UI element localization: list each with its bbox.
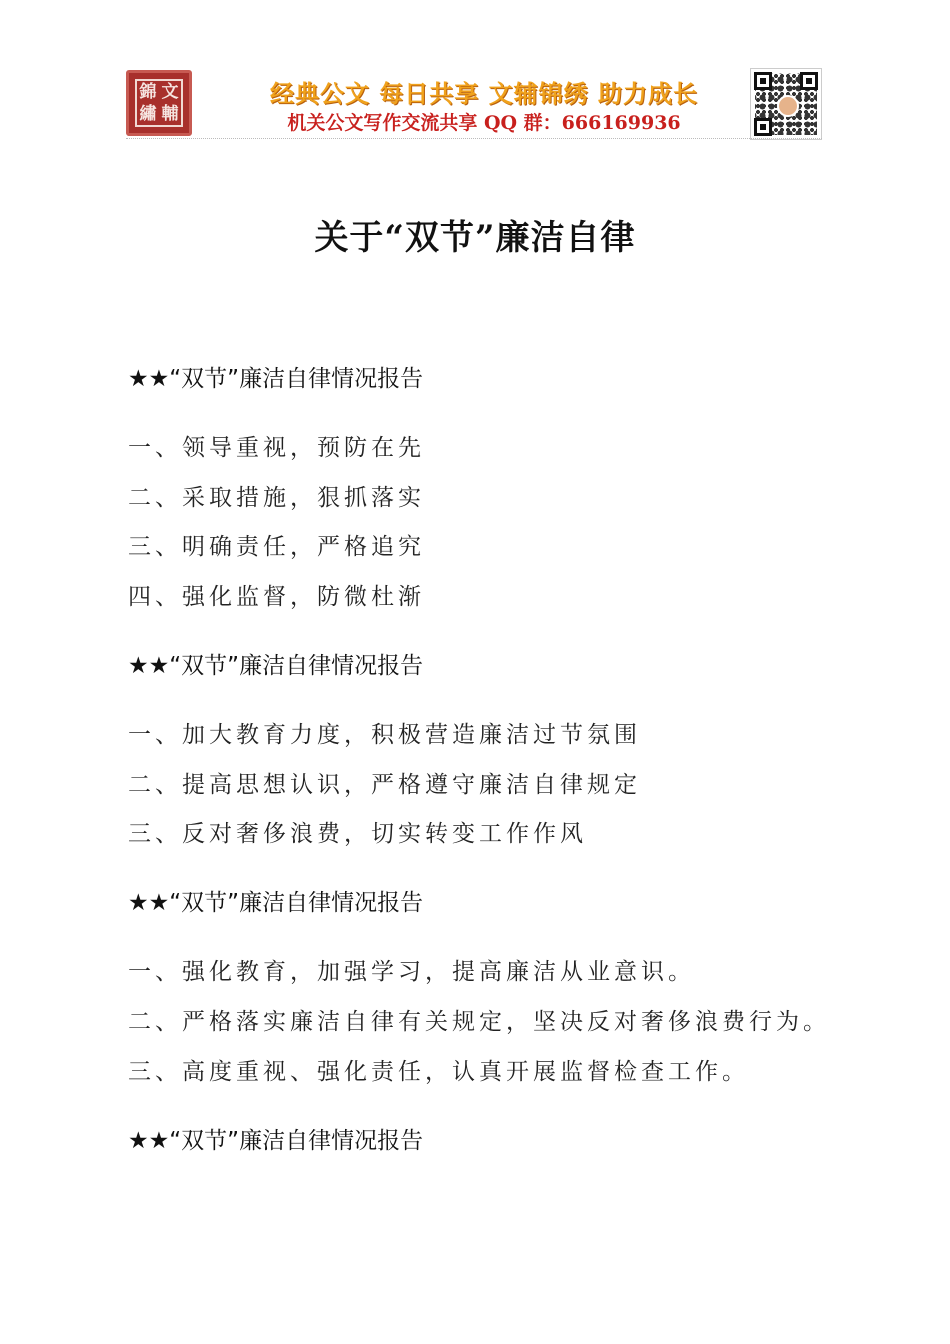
qr-code-icon (750, 68, 822, 140)
logo-char: 繡 (139, 103, 157, 124)
logo-char: 文 (161, 81, 179, 102)
list-item: 三、明确责任，严格追究 (128, 534, 425, 560)
header-slogan: 经典公文 每日共享 文辅锦绣 助力成长 (269, 80, 699, 108)
section-heading: ★★“双节”廉洁自律情况报告 (128, 653, 424, 679)
logo-char: 輔 (161, 103, 179, 124)
section-heading: ★★“双节”廉洁自律情况报告 (128, 890, 424, 916)
section-heading: ★★“双节”廉洁自律情况报告 (128, 366, 424, 392)
header-divider (126, 138, 822, 139)
list-item: 一、强化教育，加强学习，提高廉洁从业意识。 (128, 959, 695, 985)
document-title: 关于“双节”廉洁自律 (314, 218, 636, 258)
header-qq-line: 机关公文写作交流共享 QQ 群：666169936 (287, 112, 681, 134)
list-item: 二、采取措施，狠抓落实 (128, 485, 425, 511)
list-item: 四、强化监督，防微杜渐 (128, 584, 425, 610)
page-header (124, 68, 824, 140)
seal-logo (126, 70, 192, 136)
avatar-icon (777, 95, 799, 117)
logo-char: 錦 (139, 81, 157, 102)
list-item: 一、领导重视，预防在先 (128, 435, 425, 461)
list-item: 三、高度重视、强化责任，认真开展监督检查工作。 (128, 1059, 749, 1085)
section-heading: ★★“双节”廉洁自律情况报告 (128, 1128, 424, 1154)
list-item: 一、加大教育力度，积极营造廉洁过节氛围 (128, 722, 641, 748)
list-item: 二、提高思想认识，严格遵守廉洁自律规定 (128, 772, 641, 798)
list-item: 三、反对奢侈浪费，切实转变工作作风 (128, 821, 587, 847)
list-item: 二、严格落实廉洁自律有关规定，坚决反对奢侈浪费行为。 (128, 1009, 830, 1035)
